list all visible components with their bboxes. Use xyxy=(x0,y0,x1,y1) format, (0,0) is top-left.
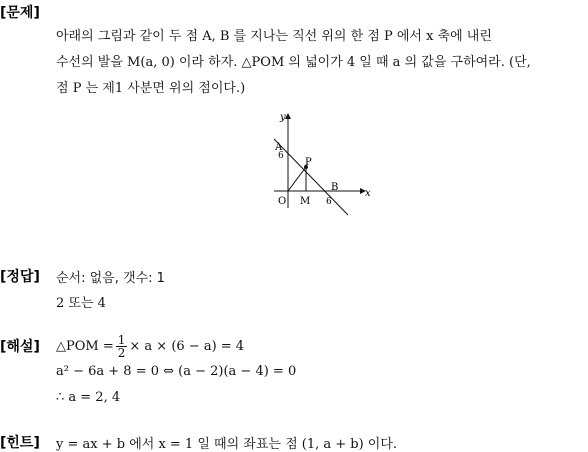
fraction-denominator: 2 xyxy=(117,345,126,360)
explanation-eq-2: a² − 6a + 8 = 0 ⇔ (a − 2)(a − 4) = 0 xyxy=(56,364,297,379)
point-b-label: B xyxy=(331,182,339,193)
hint-text: y = ax + b 에서 x = 1 일 때의 좌표는 점 (1, a + b) 이다. xyxy=(56,437,398,452)
answer-tag: [정답] xyxy=(0,269,40,285)
coordinate-figure xyxy=(262,105,382,220)
y-intercept-label: 6 xyxy=(278,151,284,161)
explanation-eq-1 xyxy=(56,326,244,366)
one-half-fraction xyxy=(116,334,128,359)
fraction-numerator: 1 xyxy=(117,332,126,347)
explanation-tag: [해설] xyxy=(0,339,40,355)
explanation-eq-3: ∴ a = 2, 4 xyxy=(56,390,121,405)
segment-op xyxy=(288,167,306,191)
problem-tag: [문제] xyxy=(0,5,40,21)
problem-line-3: 점 P 는 제1 사분면 위의 점이다.) xyxy=(56,81,246,96)
point-m-label: M xyxy=(300,196,311,207)
point-p-label: P xyxy=(305,157,312,168)
problem-line-1: 아래의 그림과 같이 두 점 A, B 를 지나는 직선 위의 한 점 P 에서 x 축에 내린 xyxy=(56,29,492,44)
origin-label: O xyxy=(278,196,287,207)
eq1-right: × a × (6 − a) = 4 xyxy=(129,338,245,354)
problem-line-2: 수선의 발을 M(a, 0) 이라 하자. △POM 의 넓이가 4 일 때 a 의 값을 구하여라. (단, xyxy=(56,55,531,70)
y-axis-label: y xyxy=(280,112,286,123)
y-axis-arrow xyxy=(285,113,291,119)
point-a-label: A xyxy=(275,142,283,153)
x-intercept-label: 6 xyxy=(326,197,332,207)
answer-meta: 순서: 없음, 갯수: 1 xyxy=(56,271,165,286)
answer-value: 2 또는 4 xyxy=(56,296,106,311)
hint-tag: [힌트] xyxy=(0,435,40,451)
eq1-left: △POM = xyxy=(56,338,114,354)
x-axis-label: x xyxy=(365,188,371,199)
